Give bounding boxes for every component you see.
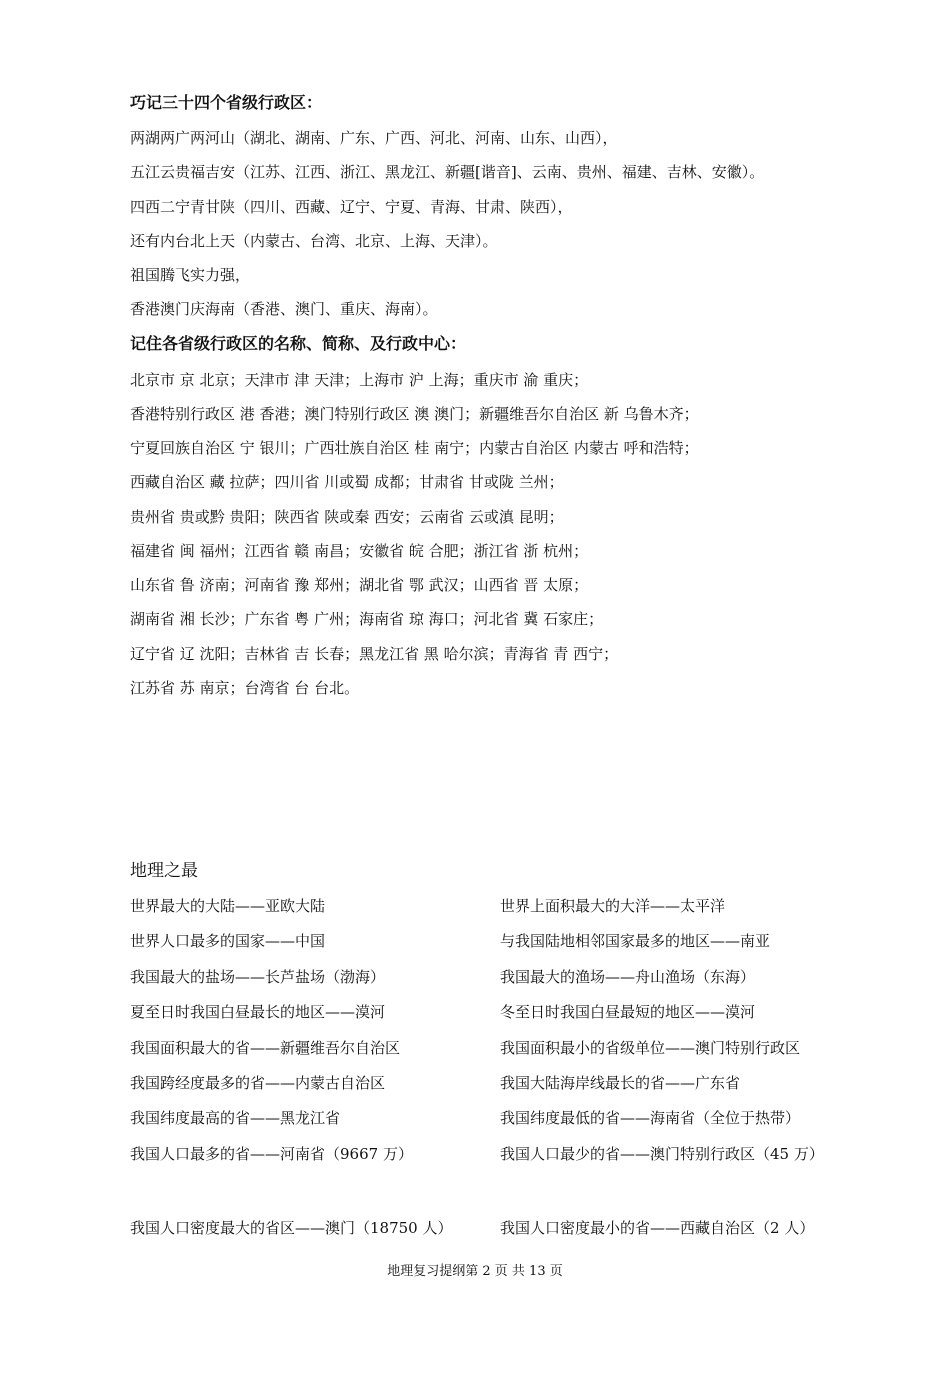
province-line: 西藏自治区 藏 拉萨；四川省 川或蜀 成都；甘肃省 甘或陇 兰州； (130, 473, 564, 491)
superlative-right: 我国人口密度最小的省——西藏自治区（2 人） (500, 1219, 815, 1237)
superlative-left: 我国人口密度最大的省区——澳门（18750 人） (130, 1219, 453, 1237)
superlative-right: 我国最大的渔场——舟山渔场（东海） (500, 968, 756, 986)
section-title-superlatives: 地理之最 (130, 861, 198, 881)
section-heading-provinces: 记住各省级行政区的名称、简称、及行政中心： (130, 334, 467, 353)
superlative-left: 我国人口最多的省——河南省（9667 万） (130, 1145, 413, 1163)
superlative-right: 我国大陆海岸线最长的省——广东省 (500, 1074, 741, 1092)
superlative-right: 我国人口最少的省——澳门特别行政区（45 万） (500, 1145, 824, 1163)
superlative-left: 我国纬度最高的省——黑龙江省 (130, 1109, 341, 1127)
superlative-right: 我国纬度最低的省——海南省（全位于热带） (500, 1109, 801, 1127)
mnemonic-line: 四西二宁青甘陕（四川、西藏、辽宁、宁夏、青海、甘肃、陕西）， (130, 198, 573, 216)
page-footer: 地理复习提纲第 2 页 共 13 页 (387, 1264, 563, 1279)
province-line: 辽宁省 辽 沈阳；吉林省 吉 长春；黑龙江省 黑 哈尔滨；青海省 青 西宁； (130, 645, 619, 663)
province-line: 山东省 鲁 济南；河南省 豫 郑州；湖北省 鄂 武汉；山西省 晋 太原； (130, 576, 589, 594)
mnemonic-line: 祖国腾飞实力强， (130, 266, 251, 284)
superlative-right: 冬至日时我国白昼最短的地区——漠河 (500, 1003, 756, 1021)
province-line: 贵州省 贵或黔 贵阳；陕西省 陕或秦 西安；云南省 云或滇 昆明； (130, 508, 564, 526)
superlative-left: 世界人口最多的国家——中国 (130, 932, 326, 950)
mnemonic-line: 还有内台北上天（内蒙古、台湾、北京、上海、天津）。 (130, 232, 498, 250)
mnemonic-line: 两湖两广两河山（湖北、湖南、广东、广西、河北、河南、山东、山西）， (130, 129, 618, 147)
section-heading-mnemonic: 巧记三十四个省级行政区： (130, 93, 323, 112)
superlative-right: 世界上面积最大的大洋——太平洋 (500, 897, 726, 915)
province-line: 宁夏回族自治区 宁 银川；广西壮族自治区 桂 南宁；内蒙古自治区 内蒙古 呼和浩特； (130, 439, 699, 457)
superlative-left: 世界最大的大陆——亚欧大陆 (130, 897, 326, 915)
superlative-left: 我国最大的盐场——长芦盐场（渤海） (130, 968, 386, 986)
province-line: 北京市 京 北京；天津市 津 天津；上海市 沪 上海；重庆市 渝 重庆； (130, 371, 589, 389)
superlative-left: 我国面积最大的省——新疆维吾尔自治区 (130, 1039, 401, 1057)
province-line: 福建省 闽 福州；江西省 赣 南昌；安徽省 皖 合肥；浙江省 浙 杭州； (130, 542, 589, 560)
superlative-left: 夏至日时我国白昼最长的地区——漠河 (130, 1003, 386, 1021)
province-line: 江苏省 苏 南京；台湾省 台 台北。 (130, 679, 360, 697)
superlative-right: 与我国陆地相邻国家最多的地区——南亚 (500, 932, 771, 950)
province-line: 湖南省 湘 长沙；广东省 粤 广州；海南省 琼 海口；河北省 冀 石家庄； (130, 610, 604, 628)
mnemonic-line: 香港澳门庆海南（香港、澳门、重庆、海南）。 (130, 300, 438, 318)
superlative-right: 我国面积最小的省级单位——澳门特别行政区 (500, 1039, 801, 1057)
province-line: 香港特别行政区 港 香港；澳门特别行政区 澳 澳门；新疆维吾尔自治区 新 乌鲁木齐； (130, 405, 699, 423)
mnemonic-line: 五江云贵福吉安（江苏、江西、浙江、黑龙江、新疆[谐音]、云南、贵州、福建、吉林、安徽）。 (130, 163, 765, 181)
superlative-left: 我国跨经度最多的省——内蒙古自治区 (130, 1074, 386, 1092)
